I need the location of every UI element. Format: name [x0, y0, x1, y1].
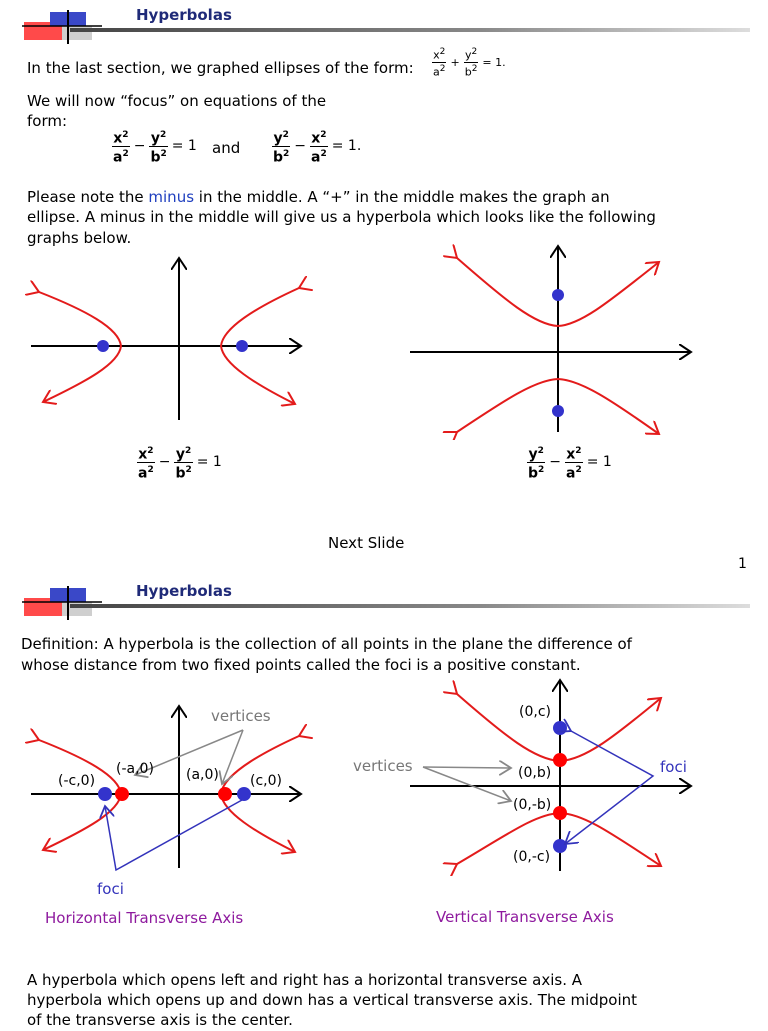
title-rule	[70, 604, 750, 608]
vertices-label-right: vertices	[353, 757, 413, 775]
slide-logo-icon	[22, 10, 102, 44]
summary-line2: hyperbola which opens up and down has a vertical transverse axis. The midpoint	[27, 991, 638, 1009]
vertical-hyperbola-graph	[405, 240, 705, 440]
zero-b-label: (0,b)	[518, 765, 552, 781]
zero-neg-c-label: (0,-c)	[513, 849, 551, 865]
focus-text-line2: form:	[27, 112, 68, 130]
note-paragraph-line3: graphs below.	[27, 229, 132, 247]
page-number: 1	[738, 556, 747, 572]
focus-text-line1: We will now “focus” on equations of the	[27, 92, 327, 110]
definition-line1: Definition: A hyperbola is the collection of all points in the plane the difference of	[21, 635, 632, 653]
horizontal-axis-caption: Horizontal Transverse Axis	[45, 909, 244, 927]
a-label: (a,0)	[186, 767, 219, 783]
note-paragraph-line2: ellipse. A minus in the middle will give us a hyperbola which looks like the following	[27, 208, 656, 226]
vertices-label-left: vertices	[211, 707, 271, 725]
summary-line1: A hyperbola which opens left and right has a horizontal transverse axis. A	[27, 971, 583, 989]
note-paragraph-line1: Please note the minus in the middle. A “+” in the middle makes the graph an	[27, 188, 610, 206]
horizontal-graph-equation: $\frac{x^2}{a^2}$ − $\frac{y^2}{b^2}$ = 1	[138, 446, 222, 482]
and-word: and	[212, 139, 241, 157]
vertical-axis-caption: Vertical Transverse Axis	[436, 908, 614, 926]
c-label: (c,0)	[250, 773, 282, 789]
horizontal-hyperbola-graph	[25, 250, 315, 430]
intro-text: In the last section, we graphed ellipses of the form:	[27, 59, 414, 77]
vertical-labeled-graph	[405, 676, 705, 876]
slide-title: Hyperbolas	[136, 6, 232, 24]
zero-c-label: (0,c)	[519, 704, 551, 720]
definition-line2: whose distance from two fixed points called the foci is a positive constant.	[21, 656, 581, 674]
neg-a-label: (-a,0)	[116, 761, 154, 777]
vertical-graph-equation: $\frac{y^2}{b^2}$ − $\frac{x^2}{a^2}$ = 1	[528, 446, 612, 482]
summary-line3: of the transverse axis is the center.	[27, 1011, 293, 1029]
foci-arrows-right	[565, 731, 653, 844]
left-focus-dot	[97, 340, 109, 352]
right-focus-dot	[236, 340, 248, 352]
vertices-arrow-b	[423, 767, 511, 768]
minus-highlight: minus	[148, 188, 195, 206]
hyperbola-equation-horizontal: $\frac{x^2}{a^2}$ − $\frac{y^2}{b^2}$ = 1	[113, 130, 197, 166]
slide-logo-icon	[22, 586, 102, 620]
slide-title: Hyperbolas	[136, 582, 232, 600]
next-slide-label: Next Slide	[328, 534, 405, 552]
vertices-arrow-neg-b	[423, 767, 511, 801]
title-rule	[70, 28, 750, 32]
neg-c-label: (-c,0)	[58, 773, 96, 789]
foci-label-right: foci	[660, 758, 687, 776]
hyperbola-equation-vertical: $\frac{y^2}{b^2}$ − $\frac{x^2}{a^2}$ = 1.	[273, 130, 362, 166]
foci-arrows	[105, 800, 242, 870]
ellipse-equation: $\frac{x^2}{a^2}$ + $\frac{y^2}{b^2}$ = 1.	[433, 47, 506, 79]
foci-label-left: foci	[97, 880, 124, 898]
zero-neg-b-label: (0,-b)	[513, 797, 552, 813]
